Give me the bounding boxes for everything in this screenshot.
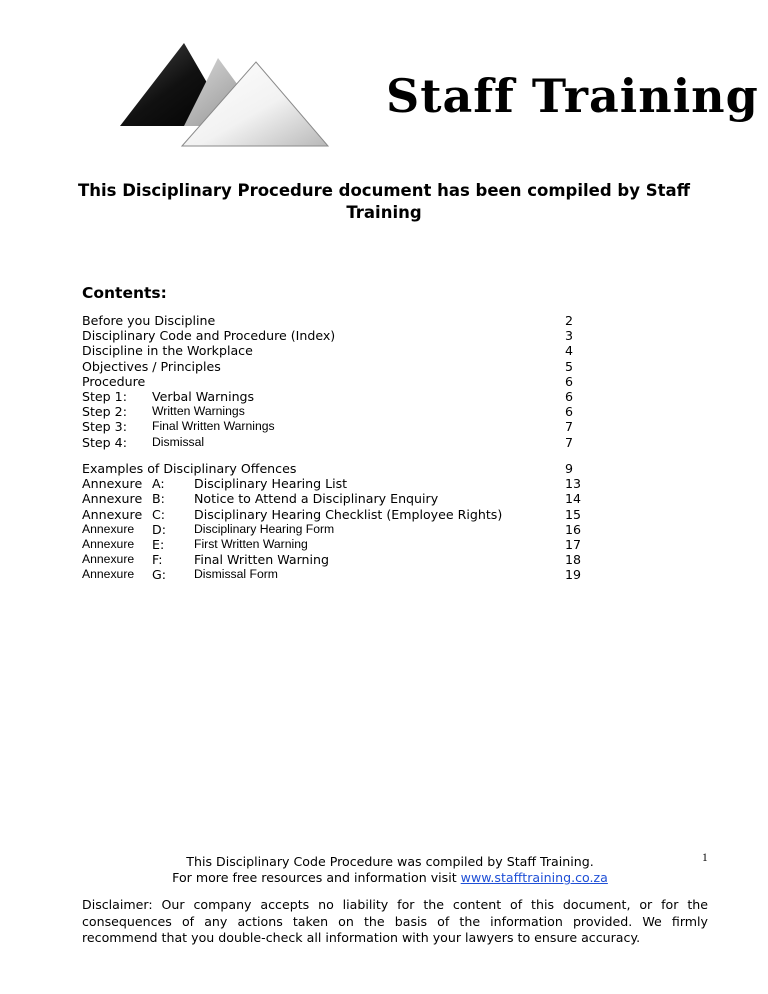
- footer-line-2-prefix: For more free resources and information visit: [172, 870, 461, 885]
- toc-page-number: 6: [565, 388, 574, 404]
- toc-page-number: 2: [565, 313, 574, 328]
- toc-label: Written Warnings: [152, 404, 245, 419]
- toc-row: [82, 567, 622, 582]
- toc-row: [82, 476, 622, 491]
- toc-row: [82, 313, 622, 328]
- toc-page-number: 6: [565, 373, 574, 389]
- toc-page-number: 7: [565, 419, 574, 435]
- toc-page-number: 5: [565, 358, 574, 374]
- disclaimer-text: Disclaimer: Our company accepts no liability for the content of this document, or for the consequences of any actions taken on the basis of the information provided. We firmly recommend that you double-check all information with your lawyers to ensure accuracy.: [82, 897, 708, 945]
- toc-row: [82, 552, 622, 567]
- toc-label: Before you Discipline: [82, 313, 216, 328]
- toc-label: Final Written Warning: [194, 552, 329, 568]
- toc-row: [82, 461, 622, 476]
- toc-page-number: 3: [565, 328, 574, 344]
- contents-heading: Contents:: [82, 284, 167, 302]
- toc-row: [82, 359, 622, 374]
- toc-label: Objectives / Principles: [82, 358, 221, 374]
- logo-mountains-graphic: [120, 40, 759, 165]
- toc-row: [82, 389, 622, 404]
- toc-row: [82, 328, 622, 343]
- toc-step-number: Step 3:: [82, 419, 127, 435]
- toc-label: Notice to Attend a Disciplinary Enquiry: [194, 491, 439, 507]
- footer-line-2: [140, 870, 640, 886]
- toc-label: Discipline in the Workplace: [82, 343, 253, 359]
- toc-row: [82, 435, 622, 450]
- toc-row: [82, 537, 622, 552]
- logo-text: Staff Training: [386, 69, 759, 123]
- toc-annexure-letter: D:: [152, 521, 166, 537]
- toc-page-number: 4: [565, 343, 574, 359]
- toc-annexure-prefix: Annexure: [82, 476, 143, 492]
- stafftraining-website-link[interactable]: www.stafftraining.co.za: [460, 870, 608, 885]
- toc-annexure-letter: B:: [152, 491, 165, 507]
- toc-row: [82, 507, 622, 522]
- toc-annexure-prefix: Annexure: [82, 567, 135, 582]
- page-footer: [140, 854, 640, 886]
- toc-row: [82, 522, 622, 537]
- toc-row: [82, 491, 622, 506]
- toc-page-number: 14: [565, 491, 582, 507]
- toc-row: [82, 343, 622, 358]
- footer-line-1: This Disciplinary Code Procedure was compiled by Staff Training.: [186, 854, 594, 869]
- toc-step-number: Step 4:: [82, 434, 127, 450]
- toc-step-number: Step 2:: [82, 404, 127, 420]
- toc-page-number: 19: [565, 567, 582, 583]
- toc-row: [82, 374, 622, 389]
- toc-label: Disciplinary Hearing Form: [194, 521, 335, 536]
- toc-annexure-prefix: Annexure: [82, 506, 143, 522]
- toc-page-number: 6: [565, 404, 574, 420]
- toc-annexure-prefix: Annexure: [82, 521, 135, 536]
- toc-page-number: 15: [565, 506, 582, 522]
- toc-label: Disciplinary Code and Procedure (Index): [82, 328, 336, 344]
- toc-annexure-prefix: Annexure: [82, 552, 135, 567]
- toc-page-number: 18: [565, 552, 582, 568]
- toc-label: Verbal Warnings: [152, 388, 255, 404]
- staff-training-logo: [120, 40, 759, 165]
- toc-annexure-prefix: Annexure: [82, 536, 135, 551]
- toc-page-number: 9: [565, 461, 574, 476]
- toc-page-number: 13: [565, 476, 582, 492]
- toc-annexure-letter: E:: [152, 536, 165, 552]
- toc-step-number: Step 1:: [82, 388, 127, 404]
- toc-annexure-letter: F:: [152, 552, 163, 568]
- document-title: This Disciplinary Procedure document has been compiled by Staff Training: [78, 181, 690, 222]
- toc-label: Procedure: [82, 373, 146, 389]
- toc-row: [82, 404, 622, 419]
- toc-row: [82, 419, 622, 434]
- toc-annexure-letter: A:: [152, 476, 165, 492]
- toc-annexure-letter: G:: [152, 567, 167, 583]
- toc-annexures-section: [82, 461, 622, 583]
- toc-label: Examples of Disciplinary Offences: [82, 461, 297, 476]
- toc-annexure-letter: C:: [152, 506, 166, 522]
- toc-label: Dismissal Form: [194, 567, 278, 582]
- toc-label: Dismissal: [152, 434, 205, 449]
- toc-label: Disciplinary Hearing Checklist (Employee Rights): [194, 506, 503, 522]
- toc-annexure-prefix: Annexure: [82, 491, 143, 507]
- toc-page-number: 7: [565, 434, 574, 450]
- page-number: 1: [702, 852, 708, 864]
- toc-label: Final Written Warnings: [152, 419, 275, 434]
- toc-label: First Written Warning: [194, 536, 308, 551]
- toc-page-number: 16: [565, 521, 582, 537]
- toc-label: Disciplinary Hearing List: [194, 476, 348, 492]
- toc-page-number: 17: [565, 536, 582, 552]
- toc-procedure-section: [82, 313, 622, 450]
